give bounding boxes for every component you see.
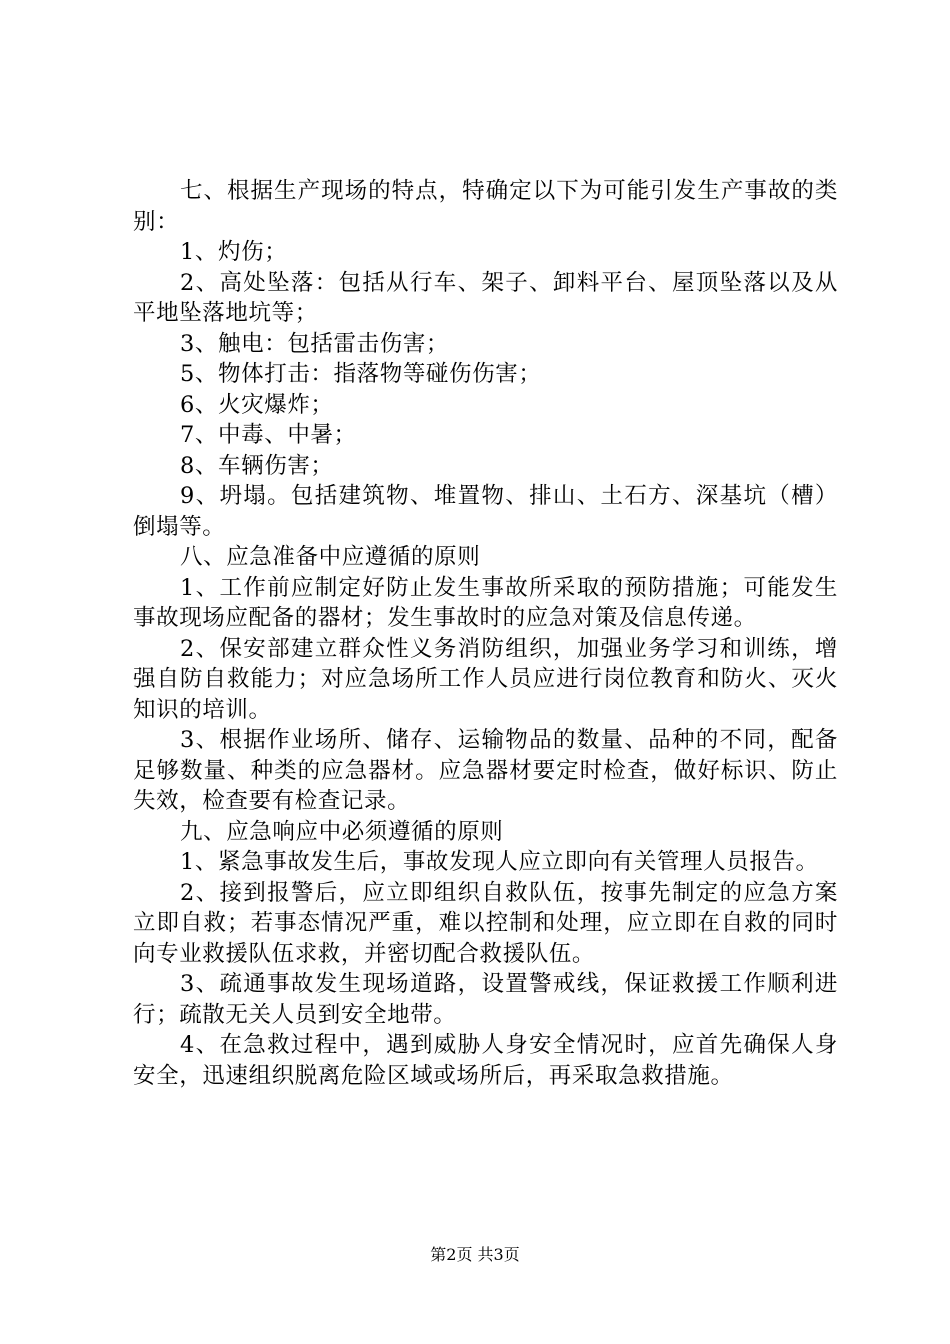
list-item-object-strike: 5、物体打击：指落物等碰伤伤害；	[180, 361, 542, 387]
section-9-heading: 九、应急响应中必须遵循的原则	[180, 818, 504, 845]
list-item-burn: 1、灼伤；	[180, 239, 288, 265]
section-8-item-1: 1、工作前应制定好防止发生事故所采取的预防措施；可能发生事故现场应配备的器材；发生事故时的应急对策及信息传递。	[133, 574, 838, 631]
paragraph-section-7-heading: 七、根据生产现场的特点，特确定以下为可能引发生产事故的类别：	[133, 178, 838, 235]
section-8-item-3: 3、根据作业场所、储存、运输物品的数量、品种的不同，配备足够数量、种类的应急器材。应急器材要定时检查，做好标识、防止失效，检查要有检查记录。	[133, 727, 838, 814]
section-9-item-4: 4、在急救过程中，遇到威胁人身安全情况时，应首先确保人身安全，迅速组织脱离危险区域或场所后，再采取急救措施。	[133, 1032, 838, 1089]
section-9-item-2: 2、接到报警后，应立即组织自救队伍，按事先制定的应急方案立即自救；若事态情况严重，难以控制和处理，应立即在自救的同时向专业救援队伍求救，并密切配合救援队伍。	[133, 879, 838, 967]
list-item-vehicle-injury: 8、车辆伤害；	[180, 452, 334, 479]
list-item-poisoning-heatstroke: 7、中毒、中暑；	[180, 422, 357, 448]
list-item-fall: 2、高处坠落：包括从行车、架子、卸料平台、屋顶坠落以及从平地坠落地坑等；	[133, 269, 838, 326]
section-9-item-1: 1、紧急事故发生后，事故发现人应立即向有关管理人员报告。	[180, 849, 819, 875]
section-8-heading: 八、应急准备中应遵循的原则	[180, 544, 481, 570]
page-number-footer: 第2页 共3页	[430, 1245, 520, 1264]
document-body	[133, 176, 838, 1091]
list-item-electric-shock: 3、触电：包括雷击伤害；	[180, 330, 450, 357]
list-item-collapse: 9、坍塌。包括建筑物、堆置物、排山、土石方、深基坑（槽）倒塌等。	[133, 483, 838, 540]
list-item-fire-explosion: 6、火灾爆炸；	[180, 391, 334, 418]
section-8-item-2: 2、保安部建立群众性义务消防组织，加强业务学习和训练，增强自防自救能力；对应急场所工作人员应进行岗位教育和防火、灭火知识的培训。	[133, 635, 838, 723]
section-9-item-3: 3、疏通事故发生现场道路，设置警戒线，保证救援工作顺利进行；疏散无关人员到安全地带。	[133, 971, 838, 1028]
